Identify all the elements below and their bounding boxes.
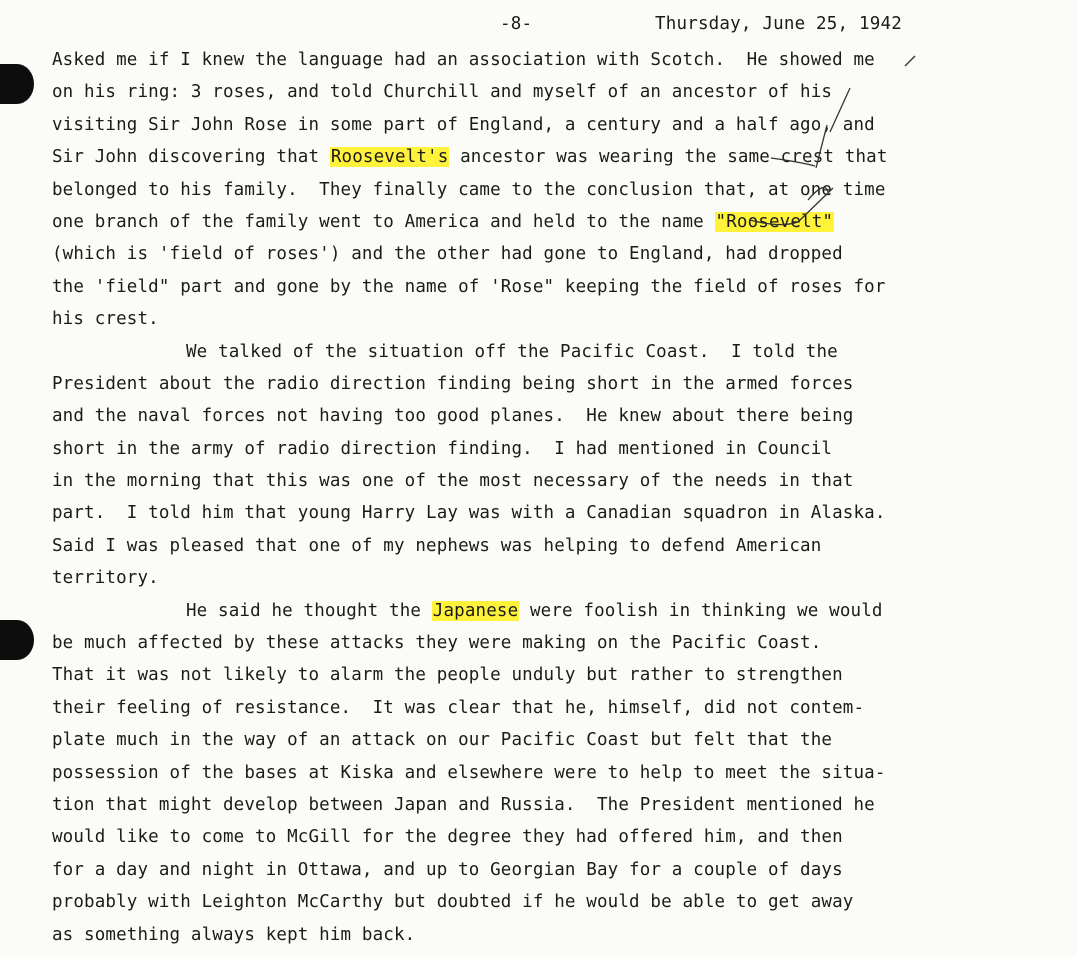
text-line — [52, 757, 1077, 789]
text-line — [52, 886, 1077, 918]
text-segment: tion that might develop between Japan and Russia. The President mentioned he — [52, 794, 875, 815]
pen-correction-mark — [650, 50, 1070, 260]
text-segment: one branch of the family went to America and held to the name — [52, 211, 715, 232]
text-line — [52, 303, 1077, 335]
text-segment: their feeling of resistance. It was clear that he, himself, did not contem- — [52, 697, 865, 718]
text-segment: He said he thought the — [186, 600, 432, 621]
text-line — [52, 465, 1077, 497]
text-segment: for a day and night in Ottawa, and up to Georgian Bay for a couple of days — [52, 859, 843, 880]
text-segment: That it was not likely to alarm the people unduly but rather to strengthen — [52, 665, 843, 686]
text-segment: short in the army of radio direction finding. I had mentioned in Council — [52, 438, 833, 459]
text-line — [52, 271, 1077, 303]
text-segment: Said I was pleased that one of my nephews was helping to defend American — [52, 535, 822, 556]
highlighted-name: Japanese — [432, 600, 519, 621]
text-line — [52, 821, 1077, 853]
text-segment: possession of the bases at Kiska and elsewhere were to help to meet the situa- — [52, 762, 886, 783]
text-segment: part. I told him that young Harry Lay was with a Canadian squadron in Alaska. — [52, 503, 886, 524]
text-segment: on his ring: 3 roses, and told Churchill and myself of an ancestor of his — [52, 82, 833, 103]
text-line — [52, 336, 1077, 368]
text-segment: as something always kept him back. — [52, 924, 416, 945]
text-line — [52, 433, 1077, 465]
text-segment: were foolish in thinking we would — [519, 600, 883, 621]
text-segment: probably with Leighton McCarthy but doubted if he would be able to get away — [52, 892, 854, 913]
text-line — [52, 692, 1077, 724]
text-segment: President about the radio direction finding being short in the armed forces — [52, 373, 854, 394]
text-segment: territory. — [52, 568, 159, 589]
text-line — [52, 400, 1077, 432]
highlighted-name: Roosevelt's — [330, 147, 449, 168]
entry-date: Thursday, June 25, 1942 — [655, 14, 902, 34]
highlighted-name: "Roosevelt" — [715, 211, 834, 232]
page-number: -8- — [500, 14, 533, 34]
text-segment: be much affected by these attacks they were making on the Pacific Coast. — [52, 633, 822, 654]
text-segment: Asked me if I knew the language had an association with Scotch. He showed me — [52, 50, 875, 70]
text-line — [52, 789, 1077, 821]
text-segment: ancestor was wearing the same crest that — [449, 147, 888, 168]
text-segment: belonged to his family. They finally came to the conclusion that, at one time — [52, 179, 886, 200]
text-line — [52, 627, 1077, 659]
text-line — [52, 497, 1077, 529]
text-line — [52, 368, 1077, 400]
text-segment: would like to come to McGill for the degree they had offered him, and then — [52, 827, 843, 848]
binder-hole-top — [0, 64, 34, 104]
text-line — [52, 724, 1077, 756]
text-line — [52, 530, 1077, 562]
text-segment: his crest. — [52, 309, 159, 330]
text-line — [52, 919, 1077, 951]
text-segment: in the morning that this was one of the most necessary of the needs in that — [52, 471, 854, 492]
text-segment: visiting Sir John Rose in some part of England, a century and a half ago, and — [52, 114, 875, 135]
text-segment: Sir John discovering that — [52, 147, 330, 168]
text-line — [52, 659, 1077, 691]
text-segment: and the naval forces not having too good planes. He knew about there being — [52, 406, 854, 427]
text-line — [52, 595, 1077, 627]
text-line — [52, 562, 1077, 594]
text-line — [52, 854, 1077, 886]
binder-hole-bottom — [0, 620, 34, 660]
text-segment: plate much in the way of an attack on our Pacific Coast but felt that the — [52, 730, 833, 751]
text-segment: the 'field" part and gone by the name of 'Rose" keeping the field of roses for — [52, 276, 886, 297]
text-segment: (which is 'field of roses') and the other had gone to England, had dropped — [52, 244, 843, 265]
text-segment: We talked of the situation off the Pacific Coast. I told the — [186, 341, 838, 362]
